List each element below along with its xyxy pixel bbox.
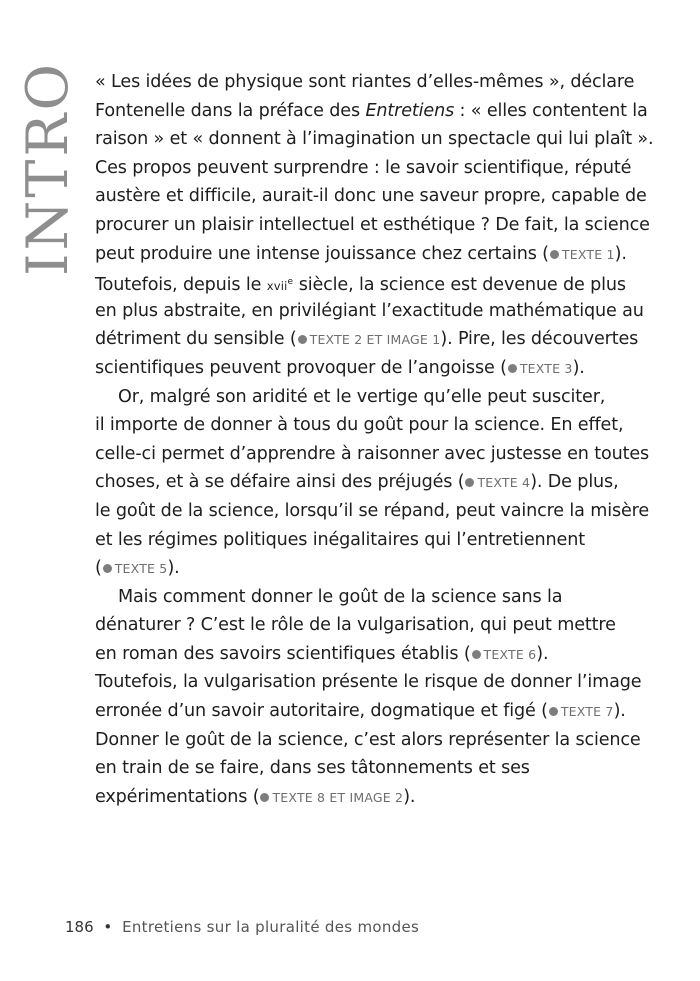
italic-title: Entretiens [365, 100, 455, 121]
page-footer [65, 918, 419, 936]
text-line: Or, malgré son aridité et le vertige qu’elle peut susciter, [118, 386, 606, 407]
text-fragment: choses, et à se défaire ainsi des préjugés ( [95, 472, 465, 493]
text-line: Mais comment donner le goût de la science sans la [118, 586, 563, 607]
text-fragment: ). [613, 701, 626, 722]
text-line: austère et difficile, aurait-il donc une saveur propre, capable de [95, 186, 647, 207]
text-line: Toutefois, la vulgarisation présente le risque de donner l’image [95, 672, 642, 693]
footer-separator: • [103, 918, 113, 936]
bullet-icon [103, 564, 112, 573]
text-fragment: ). [403, 786, 416, 807]
text-line: celle-ci permet d’apprendre à raisonner avec justesse en toutes [95, 443, 650, 464]
cross-reference: TEXTE 4 [477, 475, 531, 491]
side-title [15, 60, 90, 276]
text-fragment: en roman des savoirs scientifiques établis ( [95, 643, 471, 664]
body-text [95, 68, 654, 811]
text-line: et les régimes politiques inégalitaires qui l’entretiennent [95, 529, 585, 550]
bullet-icon [472, 650, 481, 659]
bullet-icon [549, 707, 558, 716]
text-line: il importe de donner à tous du goût pour la science. En effet, [95, 415, 624, 436]
text-fragment: Fontenelle dans la préface des [95, 100, 366, 121]
text-line: en train de se faire, dans ses tâtonnements et ses [95, 758, 530, 779]
cross-reference: TEXTE 6 [483, 646, 537, 662]
text-line [95, 97, 648, 126]
bullet-icon [550, 250, 559, 259]
text-fragment: Toutefois, depuis le [95, 275, 267, 296]
century-roman: xvii [266, 279, 288, 294]
text-line [95, 240, 643, 269]
bullet-icon [260, 793, 269, 802]
cross-reference: TEXTE 1 [561, 246, 615, 262]
text-fragment: ). [614, 243, 627, 264]
text-line: dénaturer ? C’est le rôle de la vulgarisation, qui peut mettre [95, 615, 616, 636]
text-fragment: ). [572, 357, 585, 378]
cross-reference: TEXTE 7 [560, 704, 614, 720]
text-line [95, 640, 643, 669]
text-fragment: erronée d’un savoir autoritaire, dogmatique et figé ( [95, 701, 548, 722]
text-fragment: siècle, la science est devenue de plus [293, 275, 626, 296]
text-line: raison » et « donnent à l’imagination un spectacle qui lui plaît ». [95, 129, 654, 150]
text-line: Ces propos peuvent surprendre : le savoir scientifique, réputé [95, 157, 632, 178]
text-line [95, 554, 643, 583]
text-fragment: détriment du sensible ( [95, 329, 297, 350]
text-fragment: ). [167, 558, 180, 579]
text-line [95, 354, 643, 383]
text-line: « Les idées de physique sont riantes d’elles-mêmes », déclare [95, 72, 635, 92]
century-numeral [267, 279, 294, 293]
text-line [95, 697, 643, 726]
book-title: Entretiens sur la pluralité des mondes [122, 918, 420, 936]
text-line [95, 268, 643, 297]
cross-reference: TEXTE 5 [114, 561, 168, 577]
cross-reference: TEXTE 2 ET IMAGE 1 [309, 332, 441, 348]
text-fragment: ). De plus, [530, 472, 619, 493]
cross-reference: TEXTE 8 ET IMAGE 2 [272, 789, 404, 805]
text-fragment: ). [536, 643, 549, 664]
text-line: Donner le goût de la science, c’est alors représenter la science [95, 729, 641, 750]
bullet-icon [465, 478, 474, 487]
page-number: 186 [65, 918, 94, 936]
text-fragment: : « elles contentent la [454, 100, 648, 121]
text-line: le goût de la science, lorsqu’il se répand, peut vaincre la misère [95, 500, 650, 521]
text-line [95, 325, 643, 354]
text-line [95, 468, 643, 497]
text-line: en plus abstraite, en privilégiant l’exactitude mathématique au [95, 300, 644, 321]
text-fragment: peut produire une intense jouissance chez certains ( [95, 243, 549, 264]
text-line: procurer un plaisir intellectuel et esthétique ? De fait, la science [95, 214, 650, 235]
century-superscript: e [287, 277, 294, 288]
side-title-text: INTRO [15, 60, 81, 276]
bullet-icon [508, 364, 517, 373]
text-fragment: ). Pire, les découvertes [440, 329, 639, 350]
text-line [95, 783, 643, 812]
text-fragment: scientifiques peuvent provoquer de l’angoisse ( [95, 357, 507, 378]
text-fragment: ( [95, 558, 102, 579]
cross-reference: TEXTE 3 [519, 360, 573, 376]
bullet-icon [298, 335, 307, 344]
text-fragment: expérimentations ( [95, 786, 260, 807]
